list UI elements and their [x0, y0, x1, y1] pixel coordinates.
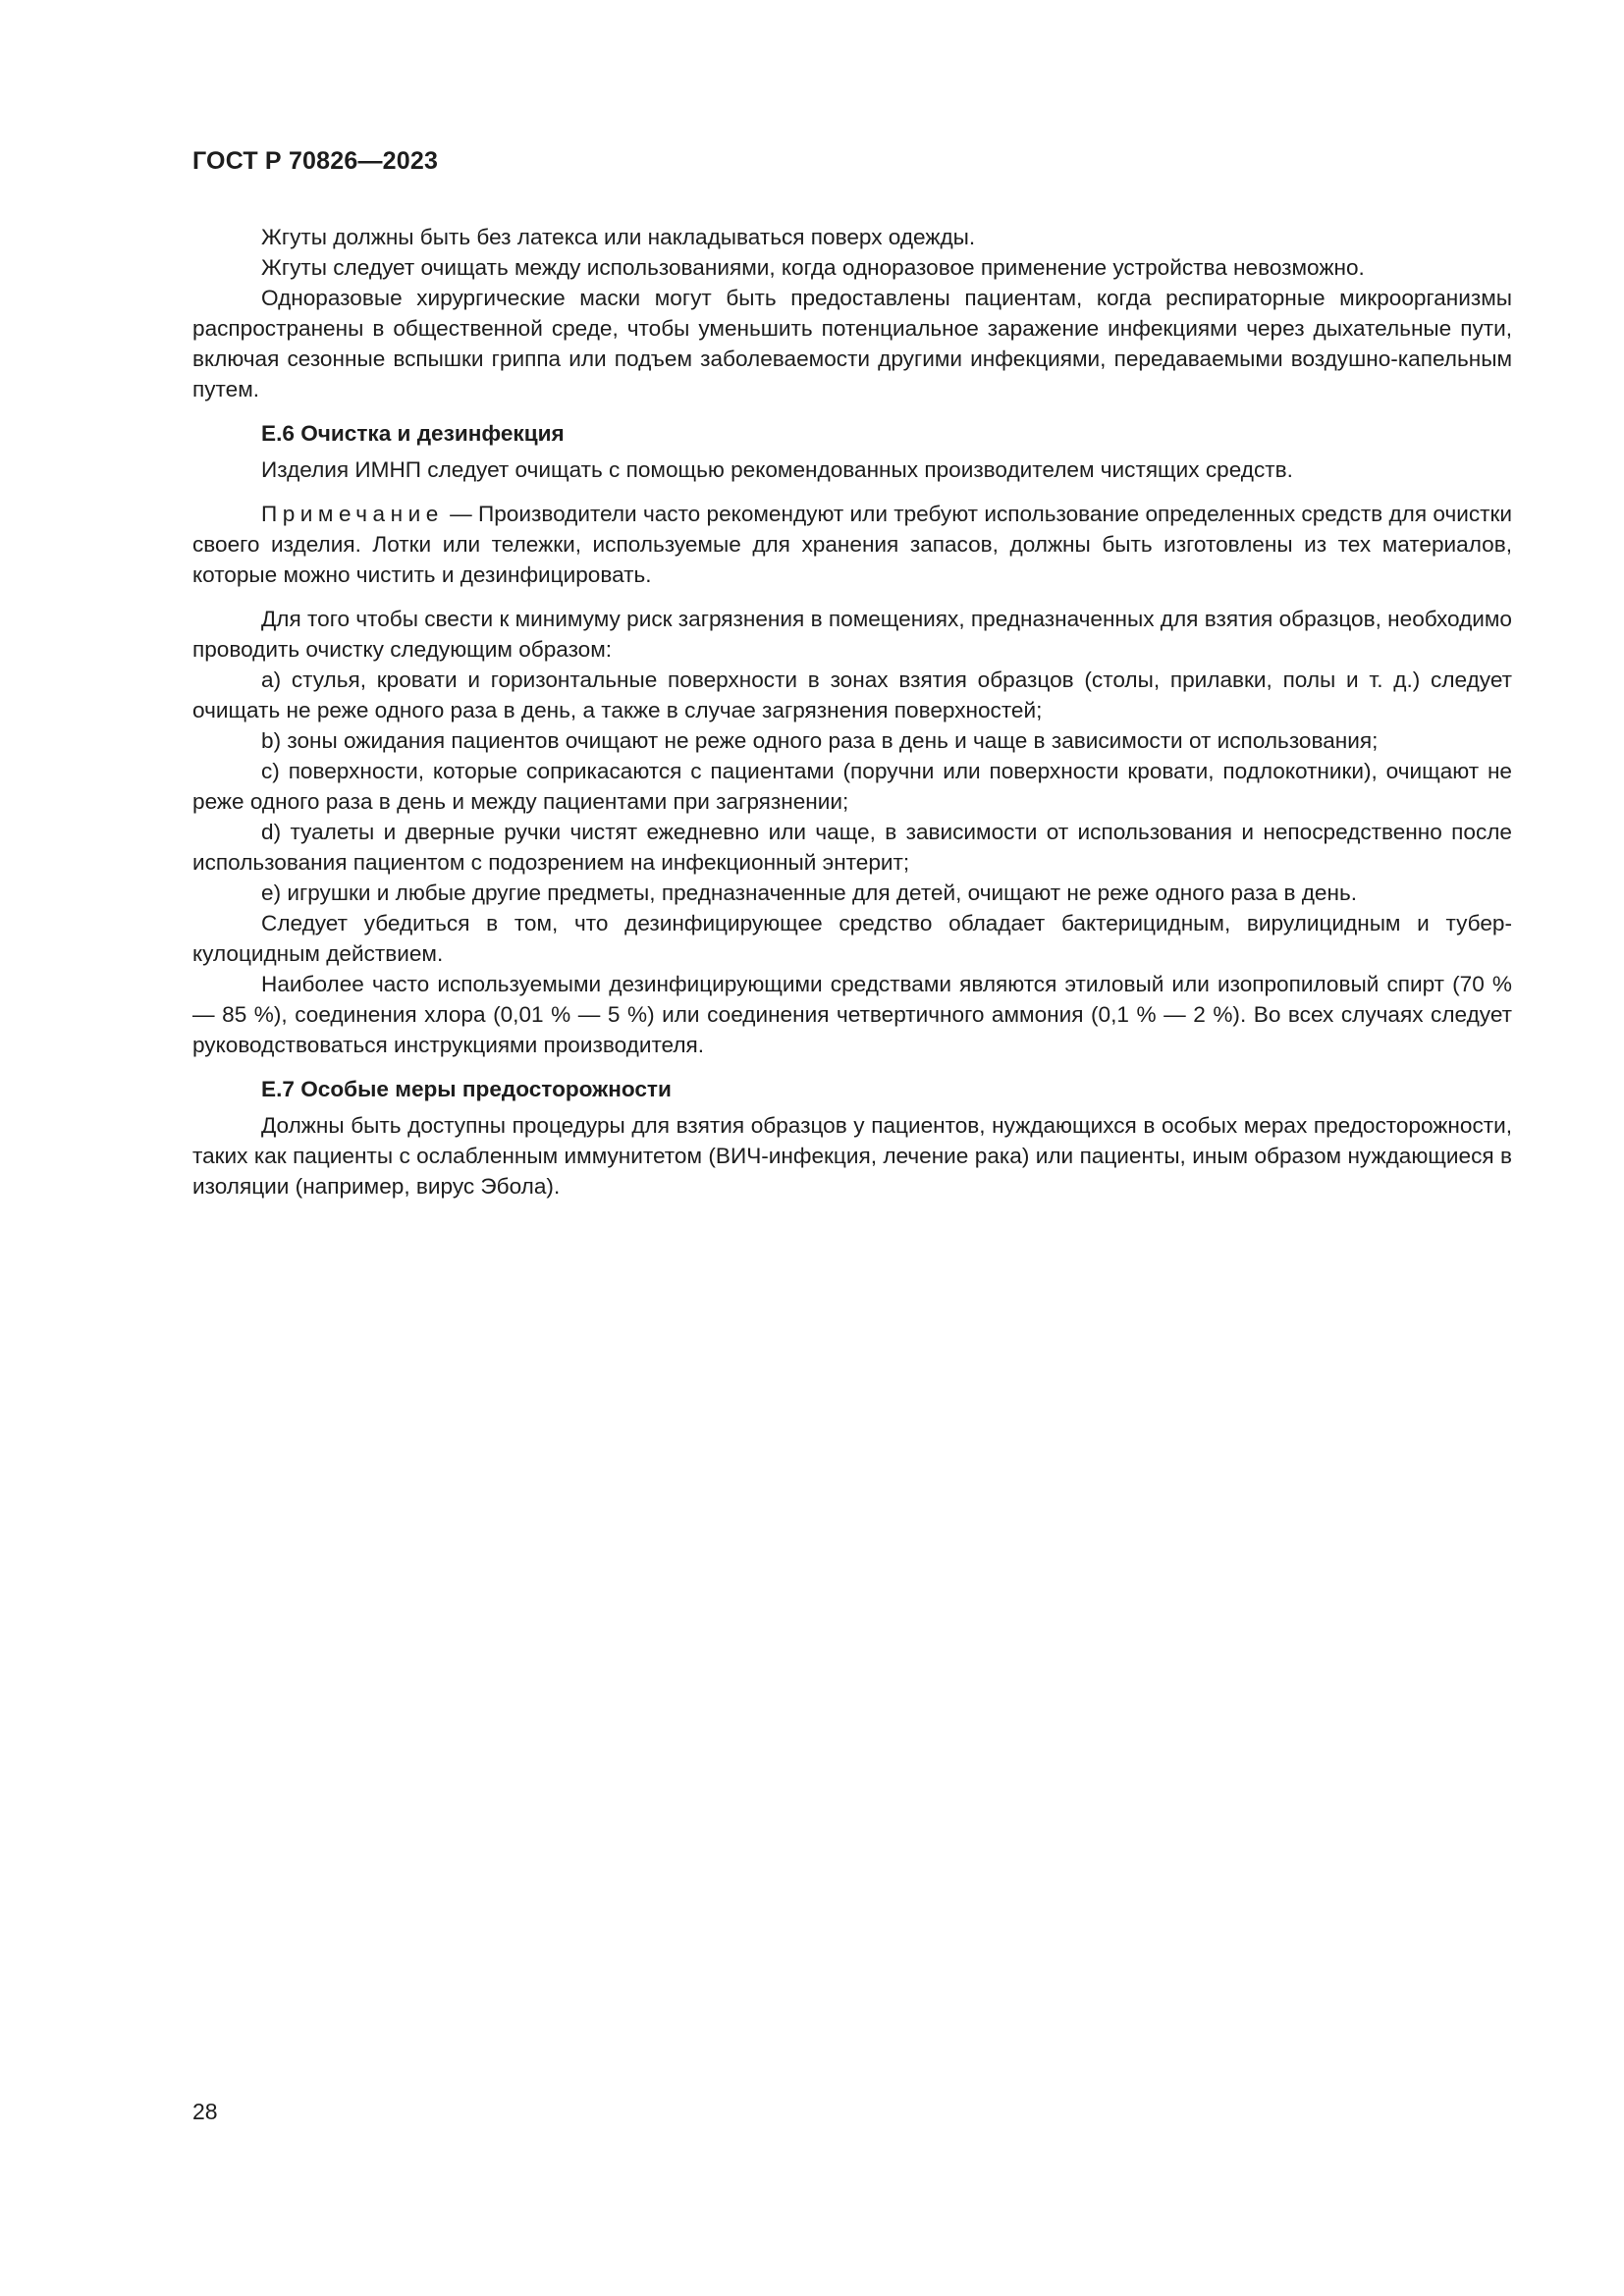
paragraph-tourniquet-latex: Жгуты должны быть без латекса или накладываться поверх одежды.	[261, 225, 976, 249]
document-code-header: ГОСТ Р 70826—2023	[192, 147, 439, 175]
list-item-c: c) поверхности, которые соприкасаются с пациентами (поручни или поверхности кровати, подлокотники), очищают не реже одного раза в день и между пациентами при загрязнении;	[192, 759, 1512, 814]
page-number: 28	[192, 2099, 218, 2124]
paragraph-device-cleaning: Изделия ИМНП следует очищать с помощью рекомендованных производителем чистящих средств.	[261, 457, 1293, 482]
paragraph-surgical-masks: Одноразовые хирургические маски могут быть предоставлены пациентам, когда респираторные микроорганизмы распространены в общественной среде, чтобы уменьшить потенциальное заражение инфекциями через дыхательные пути, включая сезонные вспышки гриппа или подъем заболеваемости другими инфекциями, передаваемыми воздушно-капельным путем.	[192, 286, 1512, 401]
section-e6-title: Е.6 Очистка и дезинфекция	[261, 421, 565, 446]
note-label: Примечание	[261, 502, 444, 526]
paragraph-tourniquet-cleaning: Жгуты следует очищать между использованиями, когда одноразовое применение устройства невозможно.	[261, 255, 1365, 280]
list-item-e: e) игрушки и любые другие предметы, предназначенные для детей, очищают не реже одного раза в день.	[261, 881, 1358, 905]
list-item-a: a) стулья, кровати и горизонтальные поверхности в зонах взятия образцов (столы, прилавки, полы и т. д.) следует очищать не реже одного раза в день, а также в случае загрязнения поверхностей;	[192, 667, 1512, 722]
paragraph-disinfectant-types: Наиболее часто используемыми дезинфицирующими средствами являются этиловый или изопропиловый спирт (70 % — 85 %), соединения хлора (0,01 % — 5 %) или соединения четвертичного аммония (0,1 % — 2 %). Во всех случаях следует руководствоваться инструкциями производителя.	[192, 972, 1512, 1057]
section-e7-title: Е.7 Особые меры предосторожности	[261, 1077, 672, 1101]
note-paragraph	[192, 499, 1512, 590]
paragraph-disinfectant-action: Следует убедиться в том, что дезинфицирующее средство обладает бактерицидным, вирулицидным и туберкулоцидным действием.	[192, 911, 1512, 966]
note-text: — Производители часто рекомендуют или требуют использование определенных средств для очистки своего изделия. Лотки или тележки, используемые для хранения запасов, должны быть изготовлены из тех материалов, которые можно чистить и дезинфицировать.	[192, 502, 1512, 587]
document-body	[192, 222, 1512, 1201]
list-item-b: b) зоны ожидания пациентов очищают не реже одного раза в день и чаще в зависимости от использования;	[261, 728, 1379, 753]
list-item-d: d) туалеты и дверные ручки чистят ежедневно или чаще, в зависимости от использования и непосредственно после использования пациентом с подозрением на инфекционный энтерит;	[192, 820, 1512, 875]
paragraph-cleaning-intro: Для того чтобы свести к минимуму риск загрязнения в помещениях, предназначенных для взятия образцов, необходимо проводить очистку следующим образом:	[192, 607, 1512, 662]
paragraph-special-precautions: Должны быть доступны процедуры для взятия образцов у пациентов, нуждающихся в особых мерах предосторожности, таких как пациенты с ослабленным иммунитетом (ВИЧ-инфекция, лечение рака) или пациенты, иным образом нуждающиеся в изоляции (например, вирус Эбола).	[192, 1113, 1512, 1199]
